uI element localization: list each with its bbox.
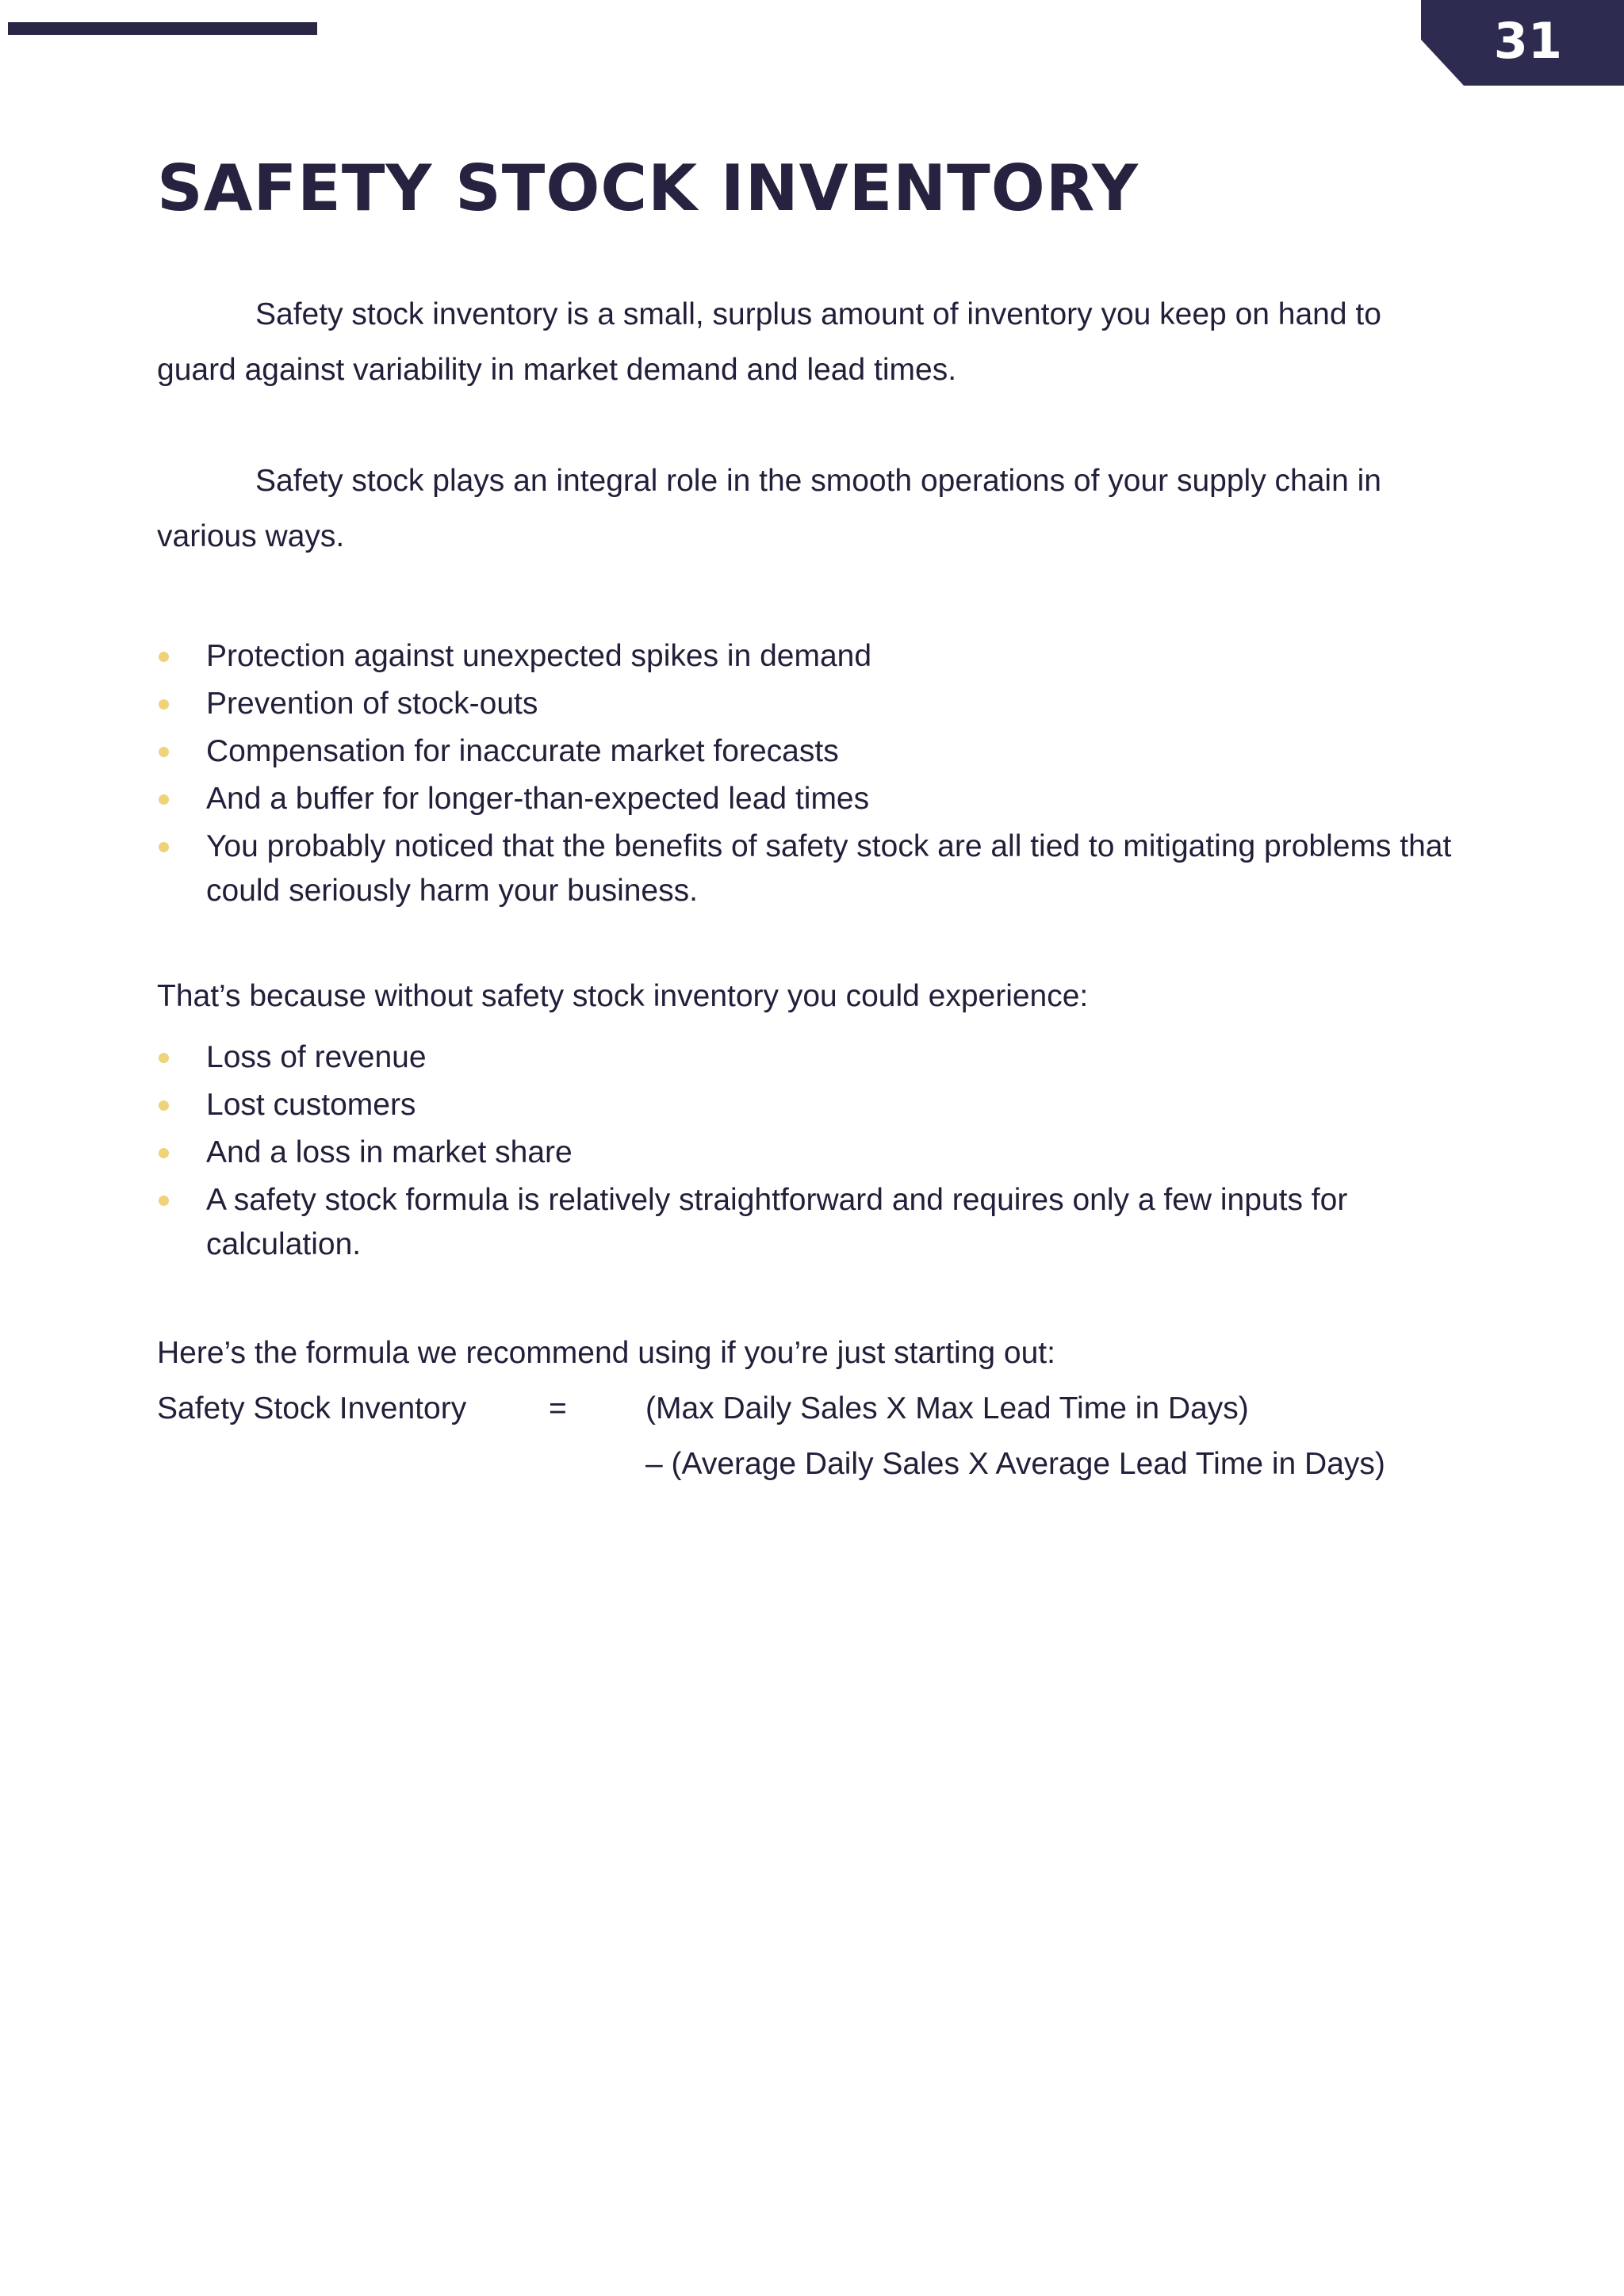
list-item-text: A safety stock formula is relatively straightforward and requires only a few inputs for calculation. [206,1183,1348,1261]
page-title: SAFETY STOCK INVENTORY [157,151,1139,225]
list-item-text: Loss of revenue [206,1040,427,1074]
list-item [157,1178,1489,1267]
list-item-text: Lost customers [206,1088,416,1122]
bullet-dot-icon [159,842,169,852]
top-accent-bar [8,22,317,35]
list-item [157,729,1489,774]
list-item [157,634,1489,679]
bullet-dot-icon [159,652,169,662]
list-item-text: Prevention of stock-outs [206,687,538,721]
role-paragraph: Safety stock plays an integral role in the smooth operations of your supply chain in various ways. [157,464,1381,553]
list-item-text: Compensation for inaccurate market forecasts [206,734,839,768]
formula-line-1: (Max Daily Sales X Max Lead Time in Days) [645,1391,1249,1425]
page-number: 31 [1493,12,1562,70]
bullet-dot-icon [159,1196,169,1206]
list-item-text: And a buffer for longer-than-expected lead times [206,782,870,816]
bullet-dot-icon [159,1100,169,1111]
without-intro-text: That’s because without safety stock inventory you could experience: [157,979,1089,1013]
risks-list [157,1035,1489,1270]
list-item [157,777,1489,821]
bullet-dot-icon [159,1053,169,1063]
list-item [157,1083,1489,1127]
formula-label: Safety Stock Inventory [157,1391,467,1425]
list-item-text: Protection against unexpected spikes in demand [206,639,872,673]
list-item [157,1035,1489,1080]
list-item [157,1131,1489,1175]
list-item-text: You probably noticed that the benefits of safety stock are all tied to mitigating problems that could seriously harm your business. [206,829,1452,908]
bullet-dot-icon [159,794,169,805]
intro-paragraph: Safety stock inventory is a small, surplus amount of inventory you keep on hand to guard against variability in market demand and lead times. [157,297,1381,387]
list-item [157,682,1489,726]
bullet-dot-icon [159,1148,169,1158]
formula-equals-sign: = [549,1391,567,1425]
bullet-dot-icon [159,699,169,710]
list-item [157,825,1489,913]
list-item-text: And a loss in market share [206,1135,573,1169]
bullet-dot-icon [159,747,169,757]
formula-line-2: – (Average Daily Sales X Average Lead Time in Days) [645,1447,1385,1481]
formula-intro-text: Here’s the formula we recommend using if you’re just starting out: [157,1336,1055,1370]
benefits-list [157,634,1489,916]
